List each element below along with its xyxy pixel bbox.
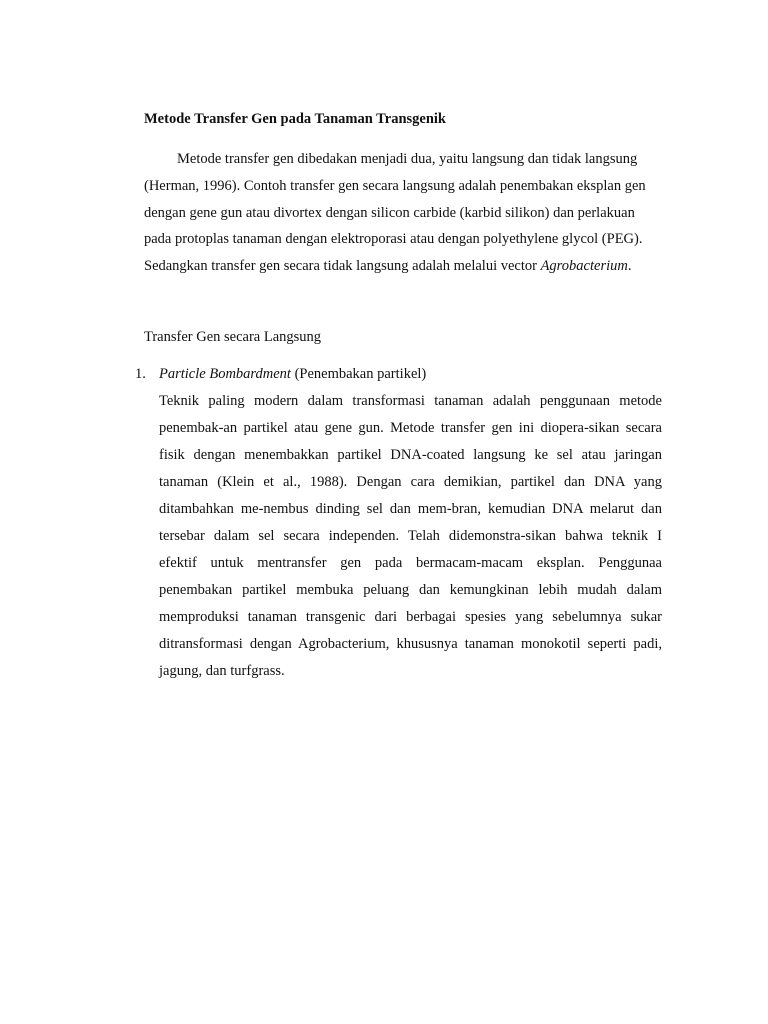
body-line: penembakan partikel membuka peluang dan kemungkinan lebih mudah dalam [159, 582, 662, 598]
list-heading-italic: Particle Bombardment [159, 366, 291, 382]
intro-line: Metode transfer gen dibedakan menjadi dua, yaitu langsung dan tidak langsung [177, 151, 638, 167]
list-item-body [159, 388, 662, 685]
body-line: Teknik paling modern dalam transformasi tanaman adalah penggunaan metode [159, 393, 662, 409]
body-line: tersebar dalam sel secara independen. Telah didemonstra-sikan bahwa teknik I [159, 528, 662, 544]
body-line: tanaman (Klein et al., 1988). Dengan cara demikian, partikel dan DNA yang [159, 474, 662, 490]
body-line: fisik dengan menembakkan partikel DNA-coated langsung ke sel atau jaringan [159, 447, 662, 463]
intro-last-line-prefix: Sedangkan transfer gen secara tidak langsung adalah melalui vector [144, 258, 541, 275]
body-line: ditransformasi dengan Agrobacterium, khususnya tanaman monokotil seperti padi, [159, 636, 662, 652]
body-line: penembak-an partikel atau gene gun. Metode transfer gen ini diopera-sikan secara [159, 420, 662, 436]
intro-line: pada protoplas tanaman dengan elektroporasi atau dengan polyethylene glycol (PEG). [144, 231, 643, 248]
intro-line: dengan gene gun atau divortex dengan silicon carbide (karbid silikon) dan perlakuan [144, 204, 635, 221]
body-line: jagung, dan turfgrass. [159, 663, 285, 679]
intro-last-line [144, 253, 664, 280]
body-line: memproduksi tanaman transgenic dari berbagai spesies yang sebelumnya sukar [159, 609, 662, 625]
section-heading: Transfer Gen secara Langsung [144, 329, 322, 345]
intro-italic-term: Agrobacterium [540, 258, 628, 275]
intro-line: (Herman, 1996). Contoh transfer gen secara langsung adalah penembakan eksplan gen [144, 177, 646, 194]
intro-paragraph [144, 146, 664, 280]
list-item-heading [159, 364, 426, 384]
list-number: 1. [135, 366, 146, 382]
intro-last-line-suffix: . [627, 258, 632, 275]
body-line: efektif untuk mentransfer gen pada bermacam-macam eksplan. Penggunaa [159, 555, 662, 571]
list-heading-rest: (Penembakan partikel) [290, 366, 427, 382]
body-line: ditambahkan me-nembus dinding sel dan mem-bran, kemudian DNA melarut dan [159, 501, 662, 517]
document-title: Metode Transfer Gen pada Tanaman Transgenik [144, 111, 447, 127]
